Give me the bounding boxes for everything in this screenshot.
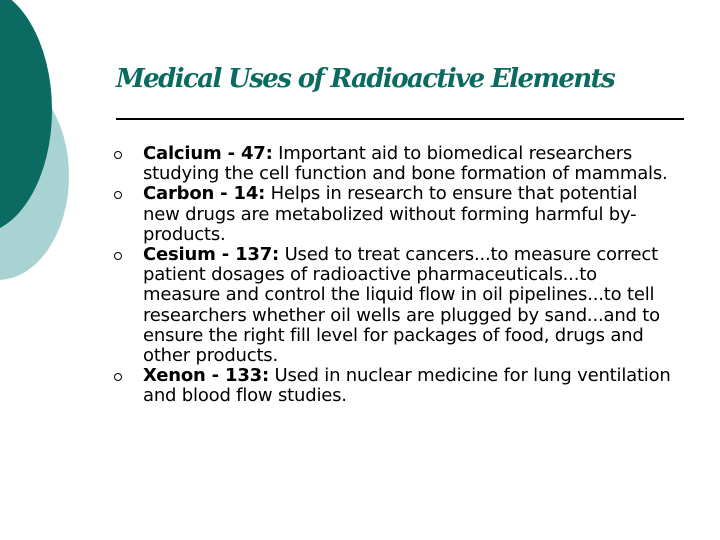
element-name: Cesium - 137: [143, 244, 280, 266]
title-underline [116, 118, 684, 120]
element-name: Xenon - 133: [143, 365, 269, 387]
hollow-circle-bullet-icon [114, 373, 122, 381]
element-use-text: Used in nuclear medicine for lung ventilation and blood flow studies. [143, 365, 671, 407]
bullet-item-xenon [114, 366, 674, 406]
element-name: Carbon - 14: [143, 183, 266, 205]
hollow-circle-bullet-icon [114, 191, 122, 199]
bullet-item-calcium [114, 144, 674, 184]
hollow-circle-bullet-icon [114, 252, 122, 260]
bullet-item-cesium [114, 245, 674, 366]
element-use-text: Used to treat cancers...to measure correct patient dosages of radioactive pharmaceuticals...to measure and control the liquid flow in oil pipelines...to tell researchers whether oil wells are plugged by sand...and to ensure the right fill level for packages of food, drugs and other products. [143, 244, 660, 367]
hollow-circle-bullet-icon [114, 151, 122, 159]
bullet-list [114, 144, 674, 407]
element-use-text: Important aid to biomedical researchers studying the cell function and bone formation of mammals. [143, 143, 668, 185]
element-name: Calcium - 47: [143, 143, 273, 164]
slide-title: Medical Uses of Radioactive Elements [116, 64, 615, 94]
bullet-item-carbon [114, 184, 674, 245]
element-use-text: Helps in research to ensure that potential new drugs are metabolized without forming harmful by-products. [143, 183, 638, 245]
